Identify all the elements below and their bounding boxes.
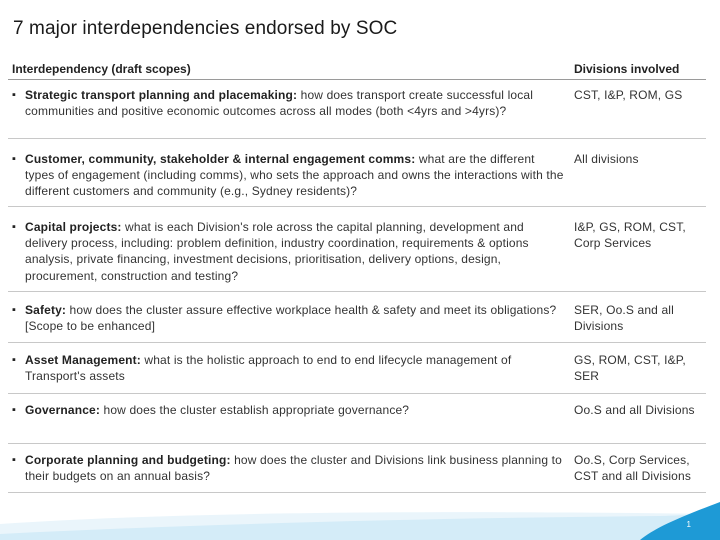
divisions-involved: I&P, GS, ROM, CST, Corp Services — [574, 220, 686, 251]
interdependency-title: Safety: — [25, 303, 67, 317]
interdependency-description — [25, 302, 565, 334]
bullet-icon: ▪ — [12, 89, 16, 101]
page-title: 7 major interdependencies endorsed by SOC — [13, 18, 398, 39]
interdependency-title: Asset Management: — [25, 353, 141, 367]
table-row — [8, 343, 706, 394]
interdependency-description — [25, 452, 565, 484]
interdependency-title: Capital projects: — [25, 220, 122, 234]
interdependency-title: Corporate planning and budgeting: — [25, 453, 231, 467]
bullet-icon: ▪ — [12, 304, 16, 316]
divisions-involved: GS, ROM, CST, I&P, SER — [574, 353, 686, 384]
interdependency-title: Governance: — [25, 403, 101, 417]
divisions-involved: All divisions — [574, 152, 639, 166]
interdependency-description — [25, 219, 565, 284]
interdependency-text: what is each Division's role across the capital planning, development and delivery process, including: problem definition, industry coordination, requirements & options analysis, private financing, investment decisions, prioritisation, delivery options, design, procurement, construction and testing? — [25, 220, 529, 283]
table-row — [8, 80, 706, 139]
bullet-icon: ▪ — [12, 221, 16, 233]
interdependency-text: how does the cluster establish appropriate governance? — [100, 403, 410, 417]
interdependency-text: what is the holistic approach to end to end lifecycle management of Transport's assets — [25, 353, 512, 384]
interdependency-text: how does the cluster and Divisions link business planning to their budgets on an annual basis? — [25, 453, 562, 484]
interdependency-text: how does the cluster assure effective workplace health & safety and meet its obligations? [Scope to be enhanced] — [25, 303, 557, 334]
footer-wave-decoration — [0, 494, 720, 540]
page-number: 1 — [686, 520, 691, 529]
table-row — [8, 292, 706, 343]
interdependency-text: how does transport create successful local communities and positive economic outcomes across all modes (both <4yrs and >4yrs)? — [25, 88, 534, 119]
interdependency-description — [25, 151, 565, 200]
interdependency-description — [25, 87, 565, 119]
table-row — [8, 444, 706, 493]
divisions-involved: SER, Oo.S and all Divisions — [574, 303, 674, 334]
column-header-interdependency: Interdependency (draft scopes) — [12, 62, 191, 76]
table-row — [8, 394, 706, 444]
interdependency-text: what are the different types of engagement (including comms), who sets the approach and owns the interactions with the different customers and community (e.g., Sydney residents)? — [25, 152, 564, 199]
table-row — [8, 207, 706, 292]
column-header-divisions: Divisions involved — [574, 62, 680, 76]
bullet-icon: ▪ — [12, 354, 16, 366]
bullet-icon: ▪ — [12, 404, 16, 416]
interdependency-description — [25, 402, 565, 418]
interdependency-title: Customer, community, stakeholder & internal engagement comms: — [25, 152, 416, 166]
interdependency-title: Strategic transport planning and placemaking: — [25, 88, 298, 102]
interdependency-description — [25, 352, 565, 384]
divisions-involved: CST, I&P, ROM, GS — [574, 88, 683, 102]
bullet-icon: ▪ — [12, 153, 16, 165]
table-row — [8, 139, 706, 207]
bullet-icon: ▪ — [12, 454, 16, 466]
divisions-involved: Oo.S and all Divisions — [574, 403, 695, 417]
divisions-involved: Oo.S, Corp Services, CST and all Divisions — [574, 453, 691, 484]
